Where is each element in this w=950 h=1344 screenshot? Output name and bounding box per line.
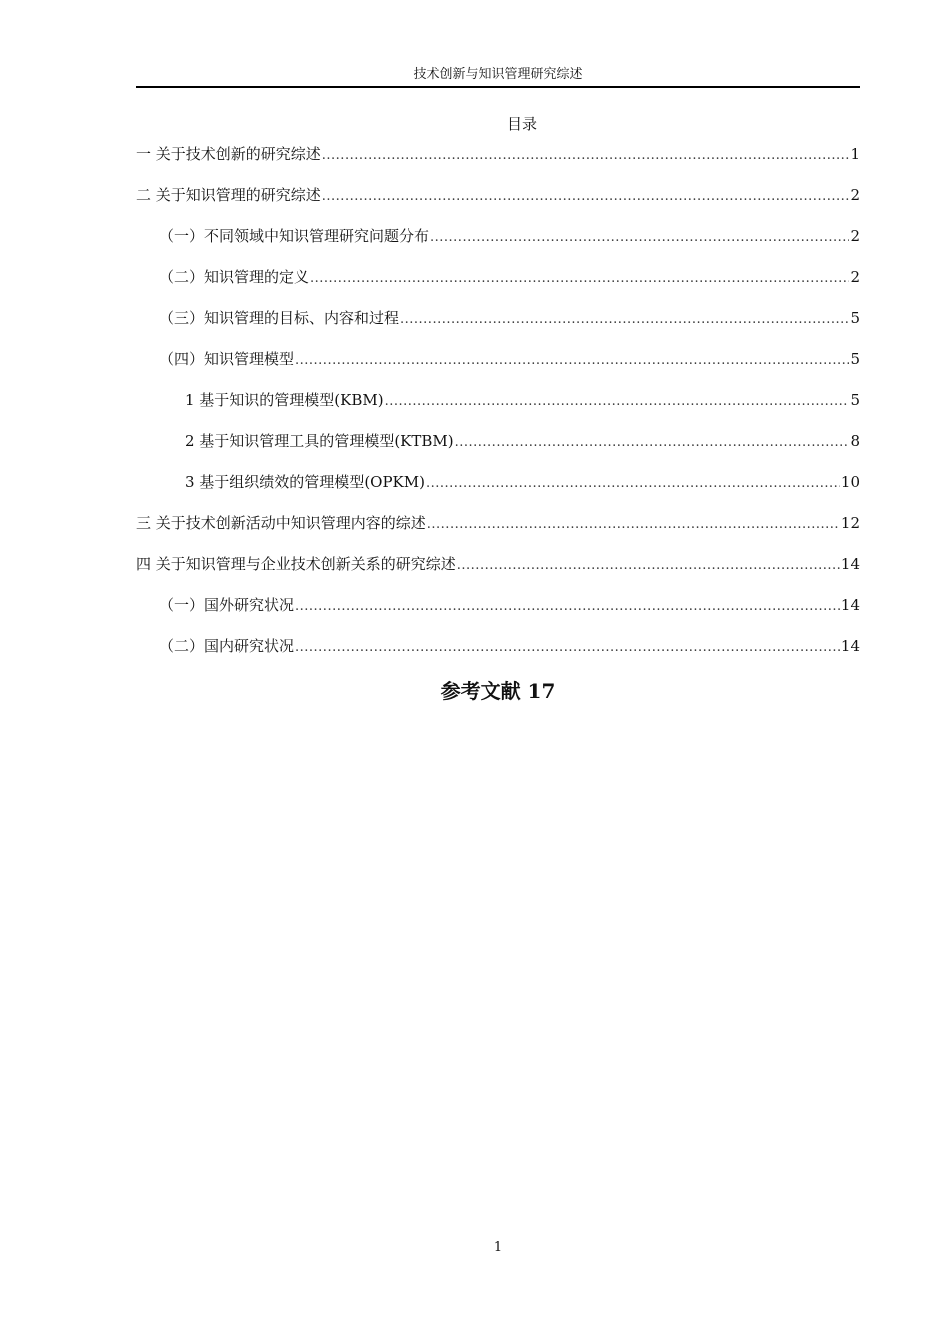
toc-entry-label: （四）知识管理模型 — [159, 350, 295, 368]
toc-entry-label: 二 关于知识管理的研究综述 — [136, 186, 321, 204]
toc-entry-page: 2 — [850, 268, 860, 286]
page-header — [136, 66, 860, 88]
toc-entry-page: 5 — [850, 391, 860, 409]
toc-entry-label: 1 基于知识的管理模型(KBM) — [185, 391, 384, 409]
toc-leader-dots — [295, 597, 840, 617]
toc-title: 目录 — [506, 115, 537, 133]
toc-leader-dots — [426, 474, 840, 494]
toc-entry-label: （二）知识管理的定义 — [159, 268, 310, 286]
toc-leader-dots — [427, 515, 840, 535]
toc-entry-page: 5 — [850, 350, 860, 368]
toc-entry[interactable] — [159, 636, 860, 658]
toc-leader-dots — [457, 556, 840, 576]
toc-entry-page: 10 — [840, 473, 860, 491]
toc-entry-label: 四 关于知识管理与企业技术创新关系的研究综述 — [136, 555, 456, 573]
toc-entry[interactable] — [185, 390, 860, 412]
toc-entry[interactable] — [136, 554, 860, 576]
toc-leader-dots — [400, 310, 849, 330]
references-heading[interactable]: 参考文献 17 — [440, 679, 556, 703]
toc-entry-label: 三 关于技术创新活动中知识管理内容的综述 — [136, 514, 426, 532]
toc-entry-page: 1 — [850, 145, 860, 163]
toc-leader-dots — [310, 269, 849, 289]
toc-entry[interactable] — [159, 595, 860, 617]
toc-entry[interactable] — [159, 349, 860, 371]
toc-entry-label: 3 基于组织绩效的管理模型(OPKM) — [185, 473, 425, 491]
toc-entry-page: 12 — [840, 514, 860, 532]
toc-entry-label: （一）不同领域中知识管理研究问题分布 — [159, 227, 430, 245]
toc-leader-dots — [385, 392, 850, 412]
toc-leader-dots — [322, 146, 850, 166]
toc-entry[interactable] — [159, 226, 860, 248]
toc-leader-dots — [295, 638, 840, 658]
toc-entry[interactable] — [185, 472, 860, 494]
toc-entry-page: 2 — [850, 186, 860, 204]
toc-entry-label: 2 基于知识管理工具的管理模型(KTBM) — [185, 432, 454, 450]
toc-entry-page: 5 — [850, 309, 860, 327]
toc-entry-label: 一 关于技术创新的研究综述 — [136, 145, 321, 163]
toc-entry-page: 8 — [850, 432, 860, 450]
toc-entry-page: 2 — [850, 227, 860, 245]
toc-entry-label: （三）知识管理的目标、内容和过程 — [159, 309, 400, 327]
toc-entry-label: （一）国外研究状况 — [159, 596, 295, 614]
toc-entry-page: 14 — [840, 555, 860, 573]
toc-entry-label: （二）国内研究状况 — [159, 637, 295, 655]
toc-leader-dots — [295, 351, 849, 371]
toc-entry[interactable] — [136, 144, 860, 166]
toc-entry-page: 14 — [840, 596, 860, 614]
toc-entry[interactable] — [136, 513, 860, 535]
toc-entry[interactable] — [159, 308, 860, 330]
toc-leader-dots — [455, 433, 850, 453]
toc-entry-page: 14 — [840, 637, 860, 655]
toc-leader-dots — [430, 228, 849, 248]
page-number: 1 — [493, 1240, 503, 1255]
header-title: 技术创新与知识管理研究综述 — [413, 67, 583, 82]
toc-entry[interactable] — [185, 431, 860, 453]
toc-entry[interactable] — [159, 267, 860, 289]
toc-entry[interactable] — [136, 185, 860, 207]
toc-leader-dots — [322, 187, 850, 207]
